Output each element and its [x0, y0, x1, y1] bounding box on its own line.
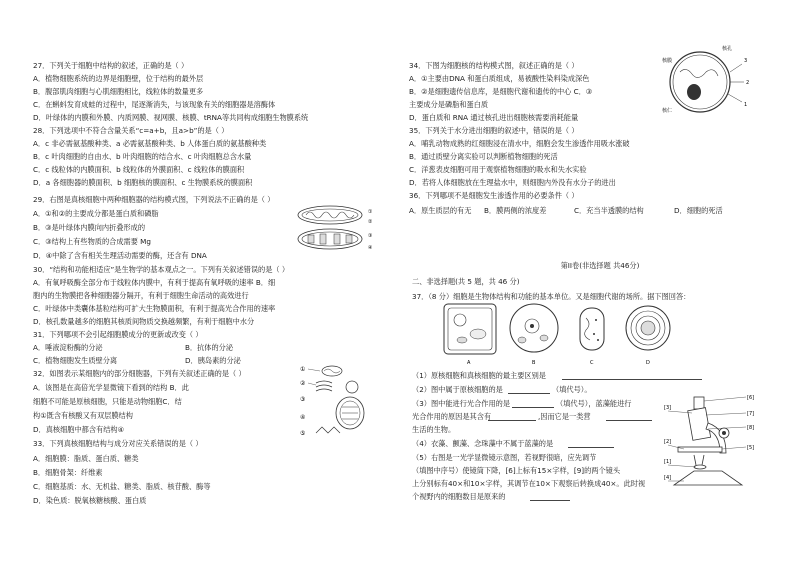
right-text-line: C．洋葱表皮细胞可用于观察植物细胞的吸水和失水实验	[409, 165, 587, 174]
left-text-line: 30．“结构和功能相适应”是生物学的基本观点之一。下列有关叙述错误的是（ ）	[33, 265, 290, 274]
right-text-line: （填代号），蓝藻能进行	[556, 399, 632, 408]
left-text-line: D．真核细胞中都含有结构④	[33, 425, 125, 434]
left-text-line: B．细胞骨架：纤维素	[33, 468, 103, 477]
right-text-line: A．原生质层的有无	[409, 206, 472, 215]
label-1: 1	[744, 102, 748, 108]
right-text-line: D．细胞的死活	[674, 206, 723, 215]
right-text-line: 光合作用的原因是其含有	[412, 412, 492, 421]
label-d: D	[646, 360, 650, 366]
right-text-line: 二、非选择题(共 5 题，共 46 分)	[412, 277, 520, 286]
right-text-line: （2）图中属于原核细胞的是	[412, 385, 503, 394]
right-text-line: ,因而它是一类营	[538, 412, 591, 421]
right-text-line: 上分别标有40×和10×字样，其调节在10×下观察后转换成40×。此时视	[412, 479, 646, 488]
left-text-line: C．在蝌蚪发育成蛙的过程中，尾逐渐消失，与该现象有关的细胞器是溶酶体	[33, 100, 276, 109]
right-text-line: C．充当半透膜的结构	[574, 206, 644, 215]
label-4: ④	[368, 245, 373, 251]
left-text-line: D．胰岛素的分泌	[185, 356, 241, 365]
q32-organelles-figure	[298, 363, 378, 443]
right-text-line: A．①主要由DNA 和蛋白质组成，易被酸性染料染成深色	[409, 74, 590, 83]
answer-blank[interactable]	[562, 372, 702, 380]
label-1: [1]	[664, 459, 672, 465]
left-text-line: D．染色质：脱氧核糖核酸、蛋白质	[33, 496, 147, 505]
left-text-line: D．叶绿体的内膜和外膜、内质网膜、视网膜、核膜、tRNA等共同构成细胞生物膜系统	[33, 113, 309, 122]
right-text-line: B．②是细胞遗传信息库，是细胞代谢和遗传的中心 C．③	[409, 87, 593, 96]
label-6: [6]	[747, 395, 755, 401]
right-text-line: 37．（8 分）细胞是生物体结构和功能的基本单位。又是细胞代谢的场所。据下图回答：	[412, 292, 691, 301]
label-1: ①	[368, 209, 373, 215]
right-text-line: （填图中序号）使镜筒下降，[6]上标有15×字样，[9]的两个镜头	[412, 466, 621, 475]
right-text-line: 生活的生物。	[412, 425, 456, 434]
left-text-line: A．①和②的主要成分都是蛋白质和磷脂	[33, 209, 159, 218]
left-text-line: 27．下列关于细胞中结构的叙述，正确的是（ ）	[33, 61, 189, 70]
left-text-line: A．细胞膜：脂质、蛋白质、糖类	[33, 454, 139, 463]
label-a: A	[467, 360, 471, 366]
right-text-line: D．蛋白质和 RNA 通过核孔进出细胞核需要消耗能量	[409, 113, 579, 122]
label-1: ①	[300, 366, 306, 373]
q37-cells-figure	[440, 300, 680, 368]
left-text-line: 细胞不可能是原核细胞，只能是动物细胞C．结	[33, 397, 182, 406]
right-text-line: D．若将人体细胞放在生理盐水中，则细胞内外没有水分子的进出	[409, 178, 616, 187]
label-nuclear-pore: 核孔	[722, 46, 733, 52]
right-text-line: （3）图中能进行光合作用的是	[412, 399, 511, 408]
left-text-line: C．叶绿体中类囊体基粒结构可扩大生物膜面积，有利于提高光合作用的速率	[33, 304, 276, 313]
answer-blank[interactable]	[488, 413, 536, 421]
left-text-line: C．③结构上有些物质的合成需要 Mg	[33, 237, 151, 246]
q29-organelles-figure	[296, 203, 378, 253]
left-text-line: B．抗体的分泌	[185, 343, 234, 352]
left-text-line: 29．右图是真核细胞中两种细胞器的结构模式图，下列说法不正确的是（ ）	[33, 195, 275, 204]
left-text-line: C．c 线粒体的内膜面积、b 线粒体的外膜面积、c 线粒体的膜面积	[33, 165, 245, 174]
label-8: [8]	[747, 425, 755, 431]
right-text-line: 36．下列哪项不是细胞发生渗透作用的必要条件（ ）	[409, 191, 579, 200]
left-text-line: A．该图是在高倍光学显微镜下看到的结构 B．此	[33, 383, 189, 392]
right-text-line: B．膜两侧的浓度差	[484, 206, 547, 215]
left-text-line: B．c 叶肉细胞的自由水、b 叶肉细胞的结合水、c 叶肉细胞总含水量	[33, 152, 252, 161]
label-nuclear-envelope: 核膜	[662, 58, 673, 64]
label-5: [5]	[747, 445, 755, 451]
label-2: ②	[300, 380, 306, 387]
label-2: 2	[746, 80, 750, 86]
left-text-line: C．植物细胞发生质壁分离	[33, 356, 118, 365]
label-2: [2]	[664, 439, 672, 445]
left-text-line: 31．下列哪项不会引起细胞膜成分的更新或改变（ ）	[33, 330, 203, 339]
left-text-line: D．④中除了含有相关生理活动需要的酶，还含有 DNA	[33, 251, 207, 260]
q34-nucleus-figure	[660, 42, 760, 122]
left-text-line: A．c 非必需氨基酸种类、a 必需氨基酸种类、b 人体蛋白质的氨基酸种类	[33, 139, 267, 148]
left-text-line: C．细胞基质：水、无机盐、糖类、脂质、核苷酸、酶等	[33, 482, 211, 491]
right-text-line: （5）右图是一光学显微镜示意图，若视野很暗，应先调节	[412, 453, 597, 462]
right-text-line: （1）原核细胞和真核细胞的最主要区别是	[412, 371, 546, 380]
label-3: 3	[744, 58, 748, 64]
label-2: ②	[368, 219, 373, 225]
label-3: ③	[300, 396, 306, 403]
label-c: C	[590, 360, 594, 366]
label-nucleolus: 核仁	[662, 108, 673, 114]
label-4: ④	[300, 414, 306, 421]
label-5: ⑤	[300, 430, 306, 437]
label-3: [3]	[664, 405, 672, 411]
answer-blank[interactable]	[508, 386, 550, 394]
section-title: 第II卷(非选择题 共46分)	[560, 261, 640, 270]
right-text-line: 34．下图为细胞核的结构模式图，叙述正确的是（ ）	[409, 61, 579, 70]
left-text-line: 胞内的生物膜把各种细胞器分隔开，有利于细胞生命活动的高效进行	[33, 291, 249, 300]
label-b: B	[532, 360, 536, 366]
left-text-line: A．唾液淀粉酶的分泌	[33, 343, 103, 352]
left-text-line: B．腹部肌肉细胞与心肌细胞相比，线粒体的数量更多	[33, 87, 204, 96]
left-text-line: B．③是叶绿体内膜向内折叠形成的	[33, 223, 146, 232]
right-text-line: B．通过质壁分离实验可以判断植物细胞的死活	[409, 152, 558, 161]
answer-blank[interactable]	[606, 413, 652, 421]
right-text-line: 35．下列关于水分进出细胞的叙述中，错误的是（ ）	[409, 126, 579, 135]
left-text-line: D．a 各细胞器的膜面积、b 细胞核的膜面积、c 生物膜系统的膜面积	[33, 178, 253, 187]
right-text-line: 主要成分是磷脂和蛋白质	[409, 100, 489, 109]
right-text-line: 个视野内的细胞数目是原来的	[412, 492, 506, 501]
label-4: [4]	[664, 475, 672, 481]
right-text-line: A．哺乳动物成熟的红细胞浸在清水中，细胞会发生渗透作用吸水涨破	[409, 139, 630, 148]
left-text-line: A．有氧呼吸酶全部分布于线粒体内膜中，有利于提高有氧呼吸的速率 B．细	[33, 278, 276, 287]
microscope-figure	[664, 393, 764, 493]
answer-blank[interactable]	[568, 440, 614, 448]
left-text-line: D．核孔数量越多的细胞其核质间物质交换越频繁，有利于细胞中水分	[33, 317, 255, 326]
left-text-line: 33．下列真核细胞结构与成分对应关系错误的是（ ）	[33, 439, 203, 448]
answer-blank[interactable]	[512, 400, 554, 408]
left-text-line: 构①既含有核酸又有双层膜结构	[33, 411, 133, 420]
right-text-line: （填代号）。	[552, 385, 592, 394]
right-text-line: （4）衣藻、颤藻、念珠藻中不属于蓝藻的是	[412, 439, 554, 448]
label-7: [7]	[747, 411, 755, 417]
left-text-line: 28．下列选项中不符合含量关系“c=a+b，且a>b”的是（ ）	[33, 126, 229, 135]
left-text-line: 32．如图表示某细胞内的部分细胞器，下列有关叙述正确的是（ ）	[33, 369, 246, 378]
left-text-line: A．植物细胞系统的边界是细胞壁，位于结构的最外层	[33, 74, 204, 83]
answer-blank[interactable]	[530, 493, 570, 501]
label-3: ③	[368, 233, 373, 239]
